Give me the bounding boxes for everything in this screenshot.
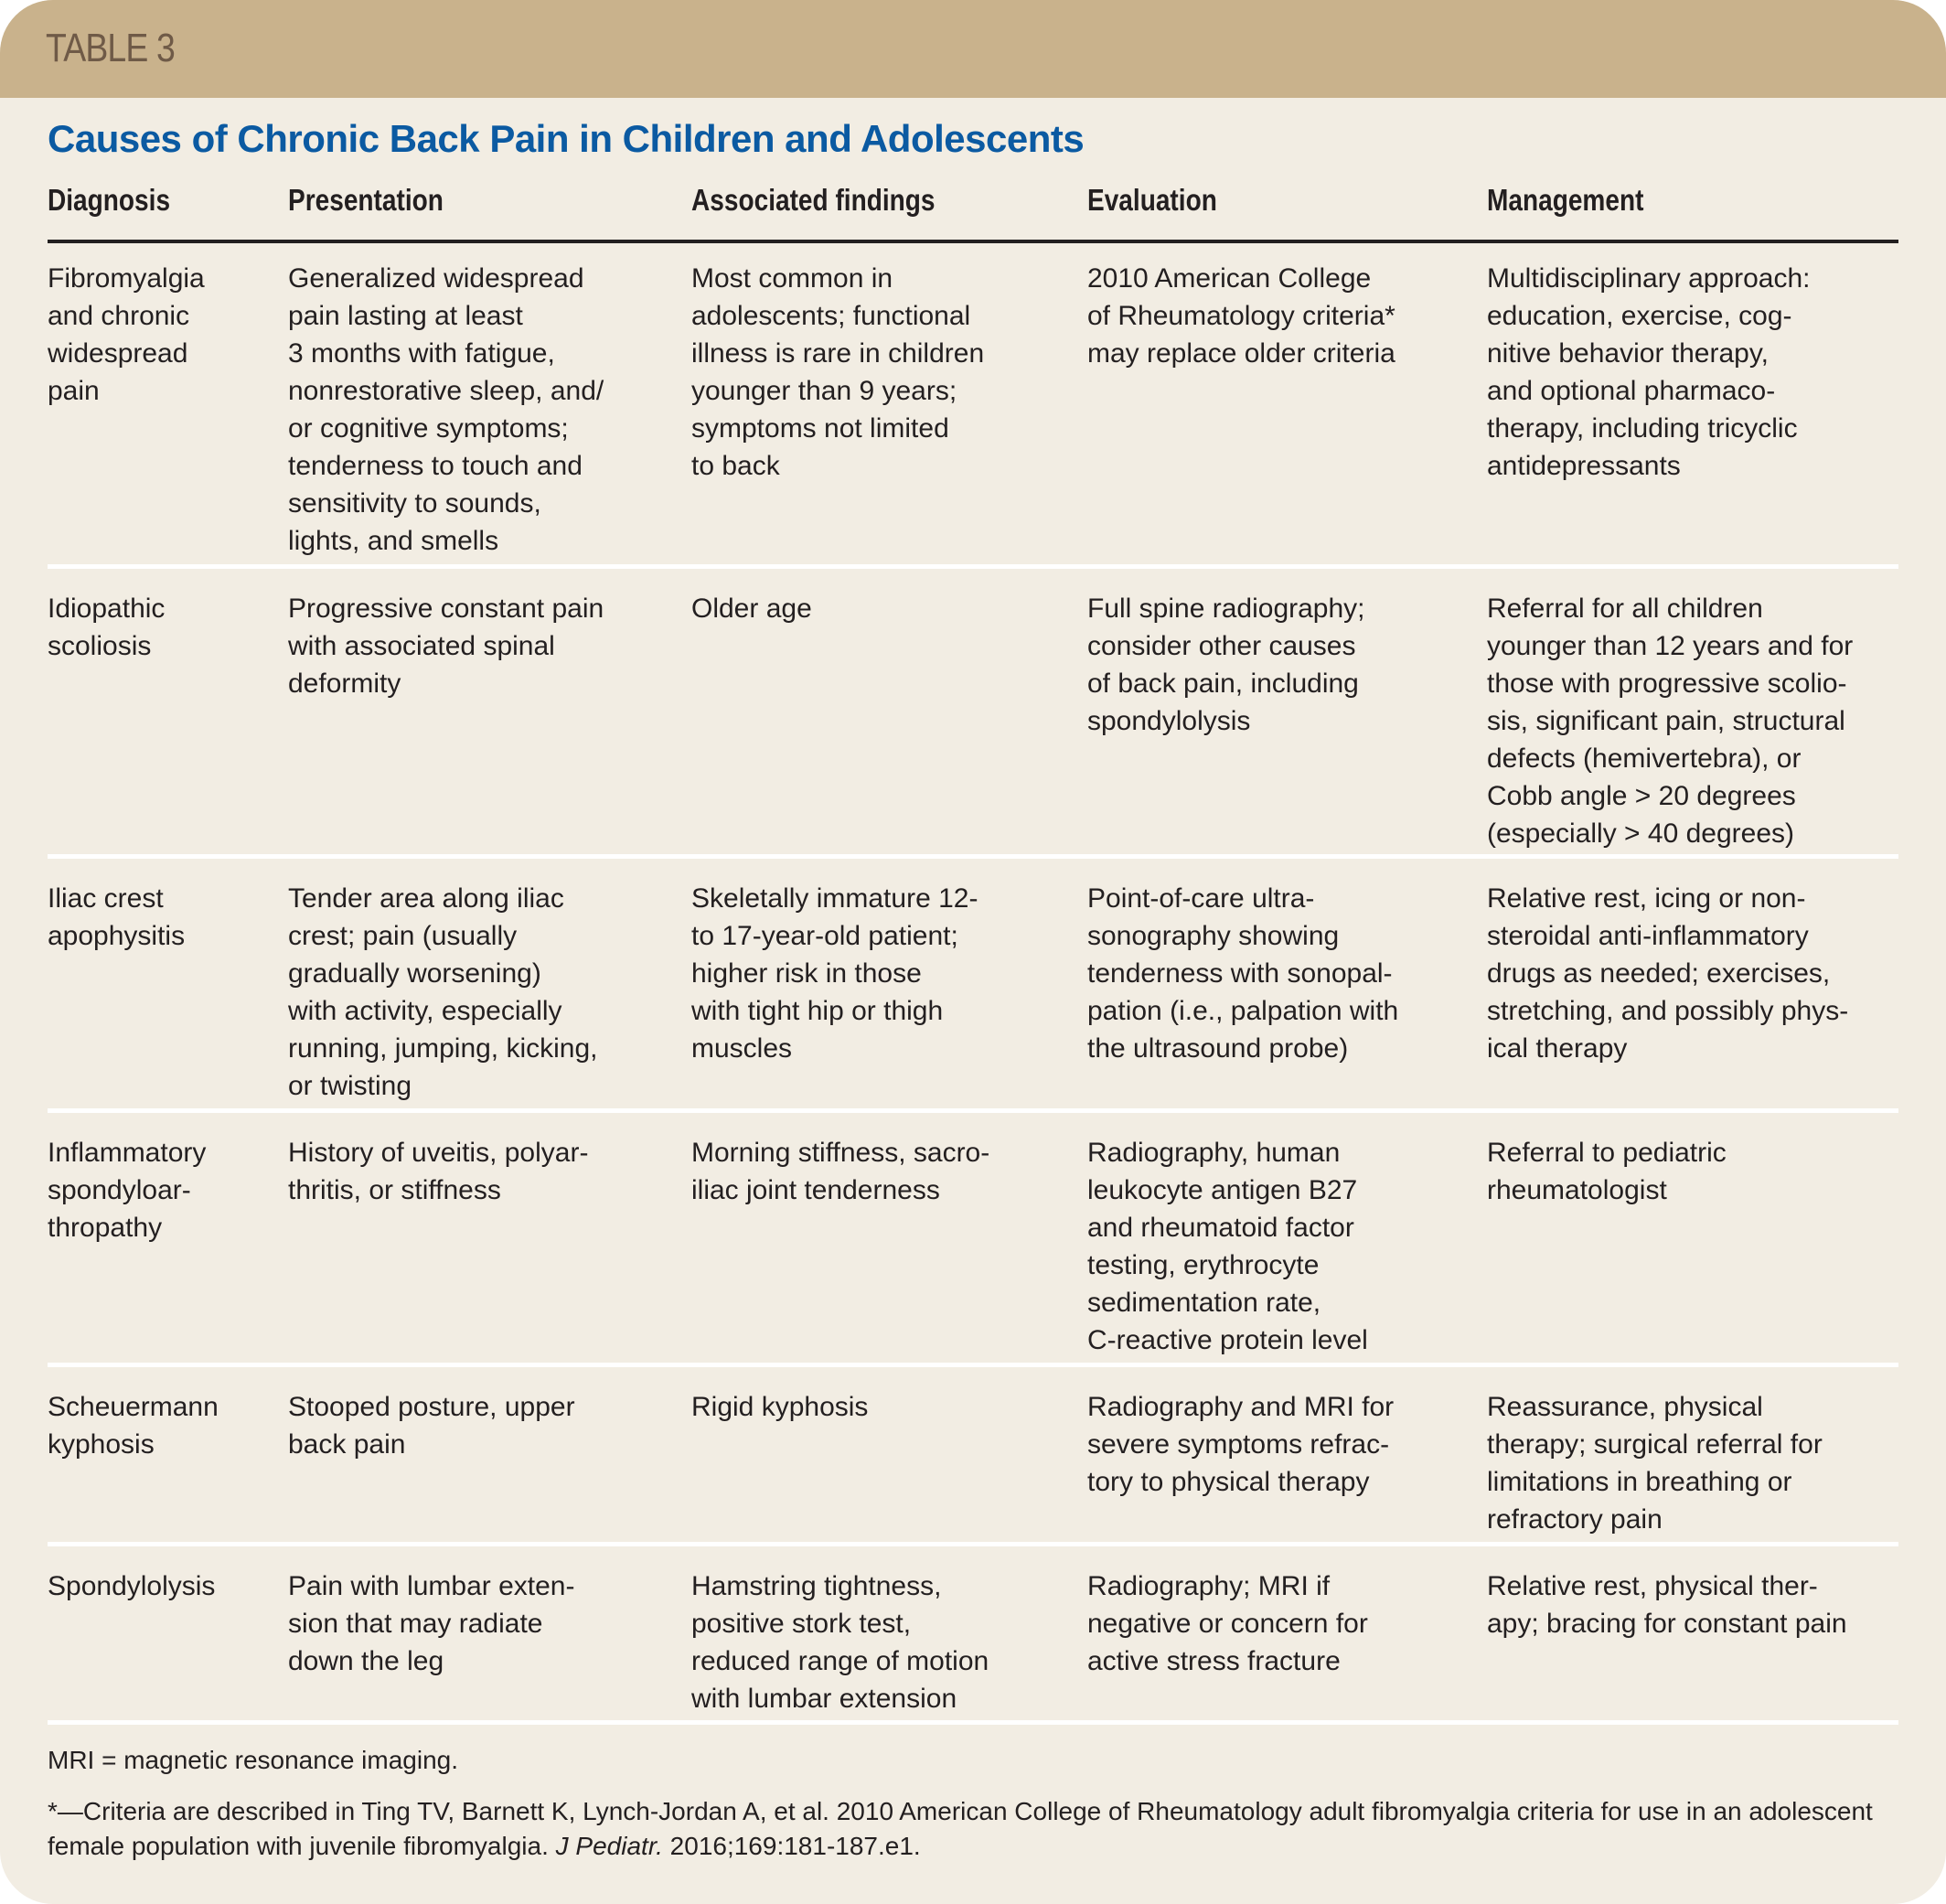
cell-evaluation: 2010 American College of Rheumatology criteria* may replace older criteria: [1087, 263, 1395, 369]
table-row: [48, 1551, 1898, 1725]
cell-presentation: Pain with lumbar exten- sion that may radiate down the leg: [288, 1571, 575, 1676]
cell-presentation: History of uveitis, polyar- thritis, or stiffness: [288, 1138, 589, 1205]
footnote-reference: [48, 1794, 1898, 1864]
footnote-abbreviation: MRI = magnetic resonance imaging.: [48, 1746, 458, 1774]
header-band: [0, 0, 1946, 98]
cell-evaluation: Radiography and MRI for severe symptoms refrac- tory to physical therapy: [1087, 1392, 1395, 1497]
column-header-management: Management: [1487, 183, 1644, 217]
cell-diagnosis: Fibromyalgia and chronic widespread pain: [48, 263, 205, 406]
table-row: [48, 863, 1898, 1113]
cell-management: Multidisciplinary approach: education, exercise, cog- nitive behavior therapy, and optional pharmaco- therapy, including tricyclic antidepressants: [1487, 263, 1811, 481]
cell-associated-findings: Older age: [691, 594, 812, 624]
cell-management: Relative rest, icing or non- steroidal anti-inflammatory drugs as needed; exercises, stretching, and possibly phys- ical therapy: [1487, 883, 1849, 1064]
cell-evaluation: Point-of-care ultra- sonography showing tenderness with sonopal- pation (i.e., palpation with the ultrasound probe): [1087, 883, 1399, 1064]
table-row: [48, 1372, 1898, 1546]
cell-evaluation: Radiography, human leukocyte antigen B27 and rheumatoid factor testing, erythrocyte sedimentation rate, C-reactive protein level: [1087, 1138, 1368, 1355]
column-header-presentation: Presentation: [288, 183, 444, 217]
cell-evaluation: Full spine radiography; consider other causes of back pain, including spondylolysis: [1087, 594, 1365, 736]
cell-management: Relative rest, physical ther- apy; bracing for constant pain: [1487, 1571, 1847, 1639]
column-header-associated-findings: Associated findings: [691, 183, 936, 217]
cell-management: Referral for all children younger than 12 years and for those with progressive scolio- sis, significant pain, structural defects (hemivertebra), or Cobb angle > 20 degrees (especially > 40 degrees): [1487, 594, 1854, 849]
cell-associated-findings: Hamstring tightness, positive stork test, reduced range of motion with lumbar extension: [691, 1571, 989, 1714]
cell-diagnosis: Scheuermann kyphosis: [48, 1392, 219, 1460]
table-number: TABLE 3: [46, 26, 175, 70]
cell-evaluation: Radiography; MRI if negative or concern for active stress fracture: [1087, 1571, 1368, 1676]
cell-diagnosis: Idiopathic scoliosis: [48, 594, 166, 661]
cell-presentation: Progressive constant pain with associated spinal deformity: [288, 594, 604, 699]
table-header: [48, 183, 1898, 243]
column-header-diagnosis: Diagnosis: [48, 183, 171, 217]
table-row: [48, 573, 1898, 859]
cell-diagnosis: Inflammatory spondyloar- thropathy: [48, 1138, 207, 1243]
cell-management: Reassurance, physical therapy; surgical referral for limitations in breathing or refractory pain: [1487, 1392, 1823, 1535]
journal-name: J Pediatr.: [555, 1832, 663, 1860]
cell-presentation: Generalized widespread pain lasting at least 3 months with fatigue, nonrestorative sleep, and/ or cognitive symptoms; tenderness to touch and sensitivity to sounds, lights, and smells: [288, 263, 604, 556]
cell-presentation: Stooped posture, upper back pain: [288, 1392, 575, 1460]
table-title: Causes of Chronic Back Pain in Children and Adolescents: [48, 117, 1085, 160]
column-header-evaluation: Evaluation: [1087, 183, 1217, 217]
cell-associated-findings: Skeletally immature 12- to 17-year-old patient; higher risk in those with tight hip or thigh muscles: [691, 883, 978, 1064]
reference-citation: 2016;169:181-187.e1.: [662, 1832, 921, 1860]
cell-associated-findings: Most common in adolescents; functional illness is rare in children younger than 9 years; symptoms not limited to back: [691, 263, 985, 481]
reference-text: *—Criteria are described in Ting TV, Barnett K, Lynch-Jordan A, et al. 2010 American College of Rheumatology adult fibromyalgia criteria for use in an adolescent female population with juvenile fibromyalgia.: [48, 1797, 1873, 1860]
table-row: [48, 1118, 1898, 1367]
cell-diagnosis: Iliac crest apophysitis: [48, 883, 186, 951]
cell-presentation: Tender area along iliac crest; pain (usually gradually worsening) with activity, especially running, jumping, kicking, or twisting: [288, 883, 598, 1101]
table-row: [48, 243, 1898, 569]
cell-associated-findings: Morning stiffness, sacro- iliac joint tenderness: [691, 1138, 990, 1205]
cell-management: Referral to pediatric rheumatologist: [1487, 1138, 1727, 1205]
cell-diagnosis: Spondylolysis: [48, 1571, 216, 1601]
cell-associated-findings: Rigid kyphosis: [691, 1392, 869, 1422]
